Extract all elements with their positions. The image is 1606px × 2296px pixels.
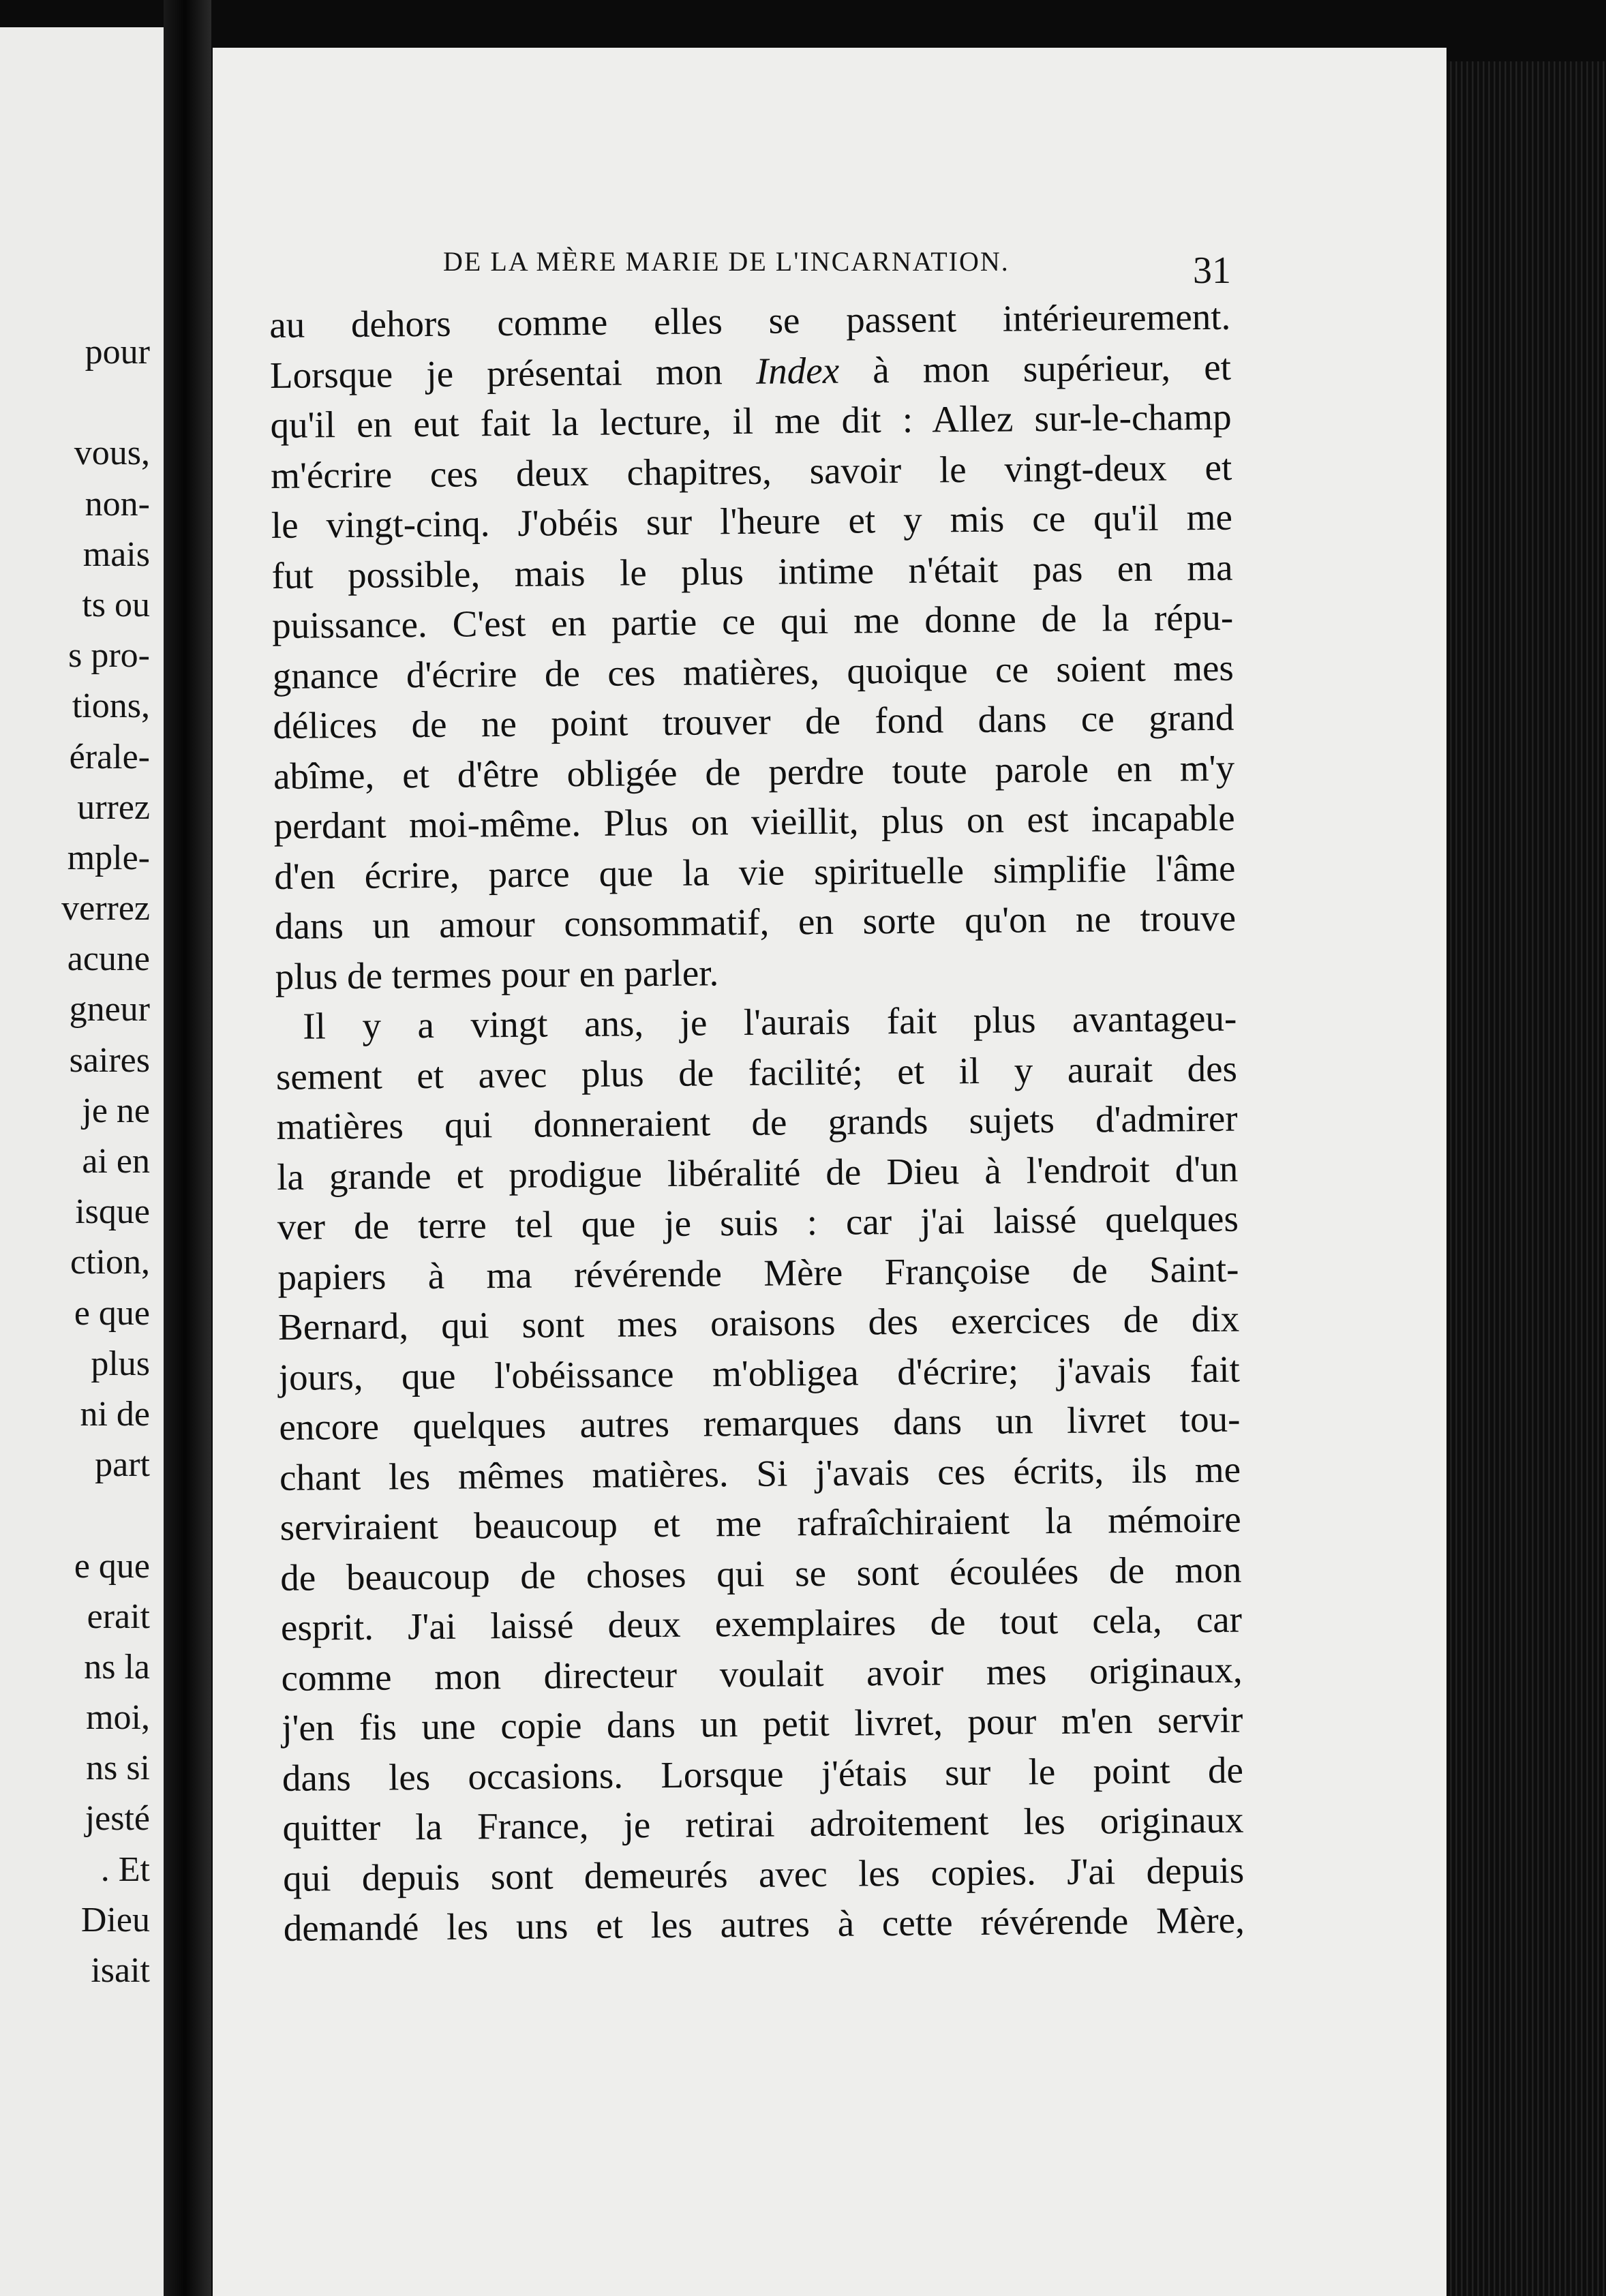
left-line: s pro- — [68, 636, 150, 676]
text-line: qu'il en eut fait la lecture, il me dit : Allez sur-le-champ — [270, 395, 1232, 446]
left-line: . Et — [100, 1849, 150, 1889]
left-line: vous, — [74, 434, 150, 473]
left-line: moi, — [86, 1698, 150, 1738]
text-line: quitter la France, je retirai adroitement les originaux — [282, 1798, 1244, 1849]
text-line: fut possible, mais le plus intime n'était pas en ma — [271, 546, 1233, 596]
left-line: verrez — [61, 889, 150, 928]
left-line: pour — [85, 333, 150, 372]
left-line: gneur — [69, 990, 150, 1029]
text-line-index: Lorsque je présentai mon Index à mon supérieur, et — [269, 346, 1232, 396]
text-line: plus de termes pour en parler. — [275, 951, 719, 997]
left-page-text — [0, 327, 150, 1996]
text-line: puissance. C'est en partie ce qui me donne de la répu- — [271, 596, 1234, 646]
text-line: la grande et prodigue libéralité de Dieu à l'endroit d'un — [276, 1147, 1239, 1198]
text-line: perdant moi-même. Plus on vieillit, plus on est incapable — [273, 796, 1235, 847]
text-line: esprit. J'ai laissé deux exemplaires de tout cela, car — [280, 1598, 1243, 1648]
left-line: saires — [69, 1040, 150, 1080]
left-line: non- — [85, 484, 150, 524]
text-line: encore quelques autres remarques dans un livret tou- — [279, 1398, 1241, 1448]
text-line: jours, que l'obéissance m'obligea d'écrire; j'avais fait — [278, 1348, 1241, 1398]
left-line: ts ou — [82, 585, 150, 624]
text-line: dans un amour consommatif, en sorte qu'on ne trouve — [274, 896, 1237, 947]
left-line: plus — [91, 1344, 150, 1383]
left-line: ns si — [86, 1749, 150, 1788]
left-line: erait — [87, 1597, 150, 1636]
left-line: mple- — [67, 838, 150, 877]
left-line: jesté — [85, 1799, 150, 1839]
left-line — [0, 378, 150, 428]
text-line: serviraient beaucoup et me rafraîchiraient la mémoire — [279, 1498, 1241, 1548]
text-line: papiers à ma révérende Mère Françoise de Saint- — [277, 1248, 1239, 1298]
page-number: 31 — [1193, 250, 1231, 292]
left-line: érale- — [69, 737, 150, 776]
text-line: sement et avec plus de facilité; et il y aurait des — [275, 1047, 1238, 1098]
left-line: ction, — [70, 1243, 150, 1282]
text-line: chant les mêmes matières. Si j'avais ces écrits, ils me — [279, 1448, 1241, 1498]
text-line: comme mon directeur voulait avoir mes originaux, — [281, 1648, 1243, 1699]
left-line: e que — [74, 1546, 150, 1586]
text-line: Il y a vingt ans, je l'aurais fait plus avantageu- — [303, 997, 1237, 1047]
left-line: mais — [82, 534, 150, 574]
left-line: je ne — [82, 1091, 150, 1130]
left-line: Dieu — [80, 1900, 150, 1939]
text-line: Bernard, qui sont mes oraisons des exercices de dix — [277, 1297, 1240, 1348]
left-line — [0, 1490, 150, 1541]
text-line: de beaucoup de choses qui se sont écoulées de mon — [280, 1548, 1242, 1599]
text-line: m'écrire ces deux chapitres, savoir le vingt-deux et — [270, 446, 1232, 496]
body-text — [269, 292, 1245, 1954]
left-line: ns la — [84, 1647, 150, 1687]
text-line: qui depuis sont demeurés avec les copies. J'ai depuis — [282, 1849, 1245, 1899]
left-line: isque — [75, 1192, 150, 1232]
left-line: acune — [67, 939, 150, 979]
text-line: au dehors comme elles se passent intérieurement. — [269, 295, 1231, 346]
text-line: d'en écrire, parce que la vie spirituelle simplifie l'âme — [274, 847, 1236, 897]
left-line: part — [95, 1445, 150, 1485]
text-line: j'en fis une copie dans un petit livret, pour m'en servir — [282, 1698, 1243, 1749]
text-line: dans les occasions. Lorsque j'étais sur le point de — [282, 1749, 1244, 1799]
text-line: délices de ne point trouver de fond dans ce grand — [273, 696, 1234, 746]
page-edges — [1446, 61, 1606, 2296]
left-line: isait — [91, 1951, 150, 1990]
text-line: matières qui donneraient de grands sujets d'admirer — [276, 1097, 1238, 1147]
running-head: DE LA MÈRE MARIE DE L'INCARNATION. — [443, 246, 1010, 277]
left-line: ni de — [80, 1394, 150, 1434]
left-line: urrez — [77, 787, 150, 827]
text-line: demandé les uns et les autres à cette révérende Mère, — [283, 1899, 1245, 1949]
text-line: ver de terre tel que je suis : car j'ai laissé quelques — [277, 1197, 1239, 1248]
text-line: gnance d'écrire de ces matières, quoique ce soient mes — [272, 646, 1234, 697]
text-line: abîme, et d'être obligée de perdre toute parole en m'y — [273, 746, 1235, 797]
book-gutter — [164, 0, 211, 2296]
text-line: le vingt-cinq. J'obéis sur l'heure et y mis ce qu'il me — [271, 496, 1233, 546]
left-line: tions, — [72, 686, 150, 726]
left-line: e que — [74, 1293, 150, 1333]
left-page — [0, 27, 164, 2296]
left-line: ai en — [82, 1142, 150, 1181]
